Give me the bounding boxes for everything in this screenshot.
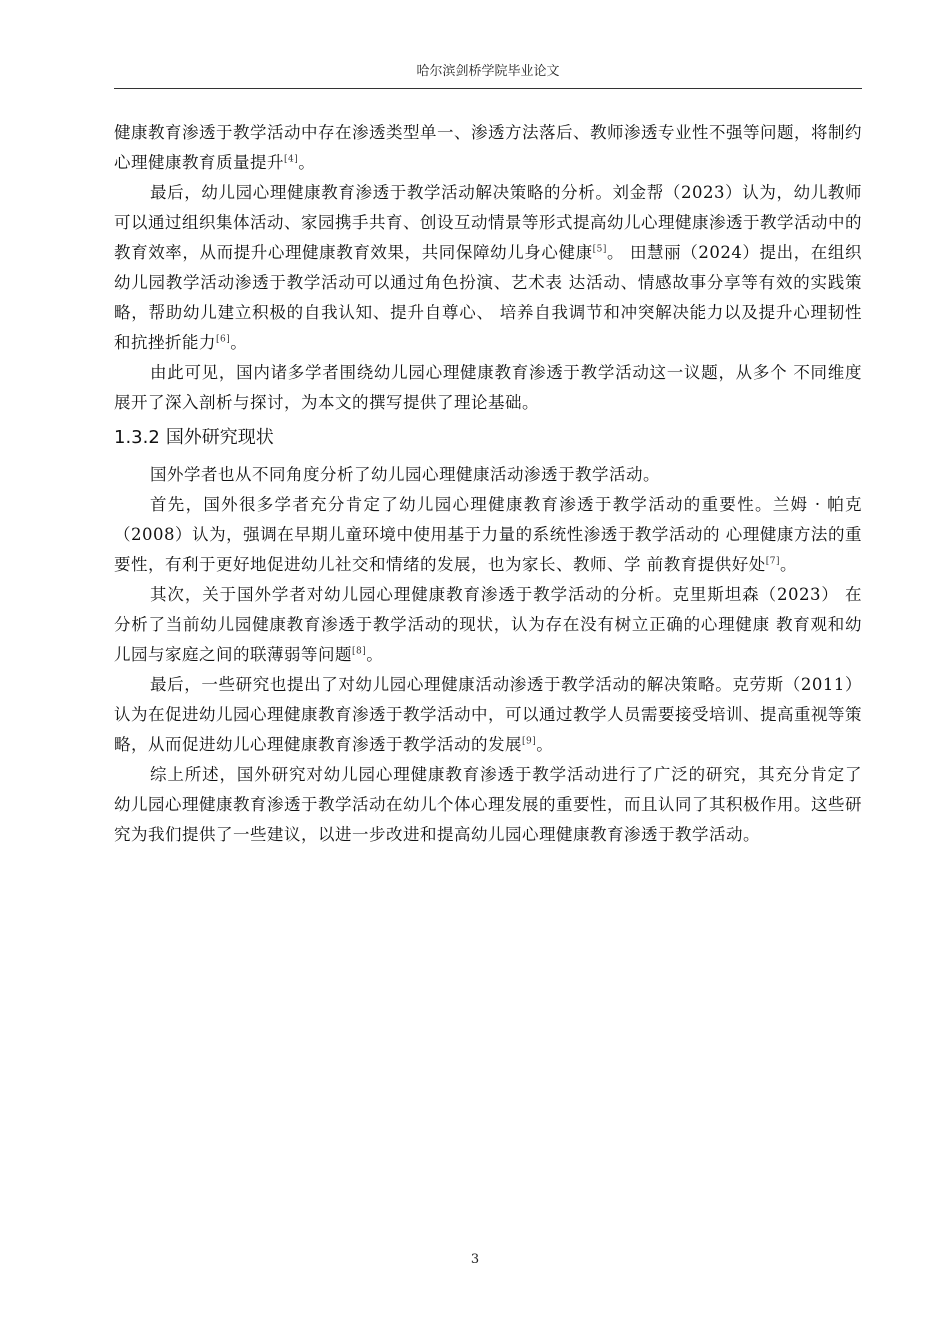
paragraph-tail: 。 — [366, 645, 384, 664]
paragraph-continuation — [114, 118, 862, 178]
section-number: 1.3.2 — [114, 427, 160, 448]
paragraph-foreign-summary — [114, 760, 862, 850]
paragraph-text: 其次，关于国外学者对幼儿园心理健康教育渗透于教学活动的分析。克里斯坦森（2023） 在分析了当前幼儿园健康教育渗透于教学活动的现状，认为存在没有树立正确的心理健康 教育观和幼儿园与家庭之间的联薄弱等问题 — [114, 585, 862, 664]
citation-ref: [7] — [765, 556, 780, 567]
paragraph-text: 综上所述，国外研究对幼儿园心理健康教育渗透于教学活动进行了广泛的研究，其充分肯定了幼儿园心理健康教育渗透于教学活动在幼儿个体心理发展的重要性，而且认同了其积极作用。这些研究为我们提供了一些建议，以进一步改进和提高幼儿园心理健康教育渗透于教学活动。 — [114, 765, 862, 844]
paragraph-foreign-importance — [114, 490, 862, 580]
paragraph-foreign-analysis — [114, 580, 862, 670]
paragraph-text: 最后，一些研究也提出了对幼儿园心理健康活动渗透于教学活动的解决策略。克劳斯（2011）认为在促进幼儿园心理健康教育渗透于教学活动中，可以通过教学人员需要接受培训、提高重视等策略，从而促进幼儿心理健康教育渗透于教学活动的发展 — [114, 675, 862, 754]
paragraph-tail: 。 — [298, 153, 316, 172]
citation-ref: [9] — [522, 736, 537, 747]
paragraph-tail: 。 田慧丽（2024）提出，在组织幼儿园教学活动渗透于教学活动可以通过角色扮演、艺术表 达活动、情感故事分享等有效的实践策略，帮助幼儿建立积极的自我认知、提升自尊心、 培养自我调节和冲突解决能力以及提升心理韧性和抗挫折能力 — [114, 243, 862, 352]
page-number: 3 — [470, 1252, 480, 1267]
citation-ref: [4] — [284, 154, 299, 165]
paragraph-foreign-intro — [114, 460, 862, 490]
paragraph-text: 首先，国外很多学者充分肯定了幼儿园心理健康教育渗透于教学活动的重要性。兰姆 · 帕克（2008）认为，强调在早期儿童环境中使用基于力量的系统性渗透于教学活动的 心理健康方法的重要性，有利于更好地促进幼儿社交和情绪的发展，也为家长、教师、学 前教育提供好处 — [114, 495, 862, 574]
paragraph-domestic-strategies — [114, 178, 862, 358]
paragraph-text: 国外学者也从不同角度分析了幼儿园心理健康活动渗透于教学活动。 — [150, 465, 660, 484]
paragraph-tail: 。 — [230, 333, 248, 352]
paragraph-domestic-summary — [114, 358, 862, 418]
paragraph-text: 由此可见，国内诸多学者围绕幼儿园心理健康教育渗透于教学活动这一议题，从多个 不同维度展开了深入剖析与探讨，为本文的撰写提供了理论基础。 — [114, 363, 862, 412]
page-header — [114, 62, 862, 89]
paragraph-tail: 。 — [536, 735, 554, 754]
citation-ref: [5] — [592, 244, 607, 255]
citation-ref: [8] — [352, 646, 367, 657]
section-title: 国外研究现状 — [165, 427, 274, 448]
section-heading — [114, 424, 862, 452]
citation-ref: [6] — [216, 334, 231, 345]
paragraph-foreign-strategies — [114, 670, 862, 760]
paragraph-text: 健康教育渗透于教学活动中存在渗透类型单一、渗透方法落后、教师渗透专业性不强等问题，将制约心理健康教育质量提升 — [114, 123, 862, 172]
page-content — [114, 118, 862, 850]
paragraph-text: 最后，幼儿园心理健康教育渗透于教学活动解决策略的分析。刘金帮（2023）认为，幼儿教师可以通过组织集体活动、家园携手共育、创设互动情景等形式提高幼儿心理健康渗透于教学活动中的教育效率，从而提升心理健康教育效果，共同保障幼儿身心健康 — [114, 183, 862, 262]
header-title: 哈尔滨剑桥学院毕业论文 — [416, 64, 560, 79]
paragraph-tail: 。 — [780, 555, 797, 574]
